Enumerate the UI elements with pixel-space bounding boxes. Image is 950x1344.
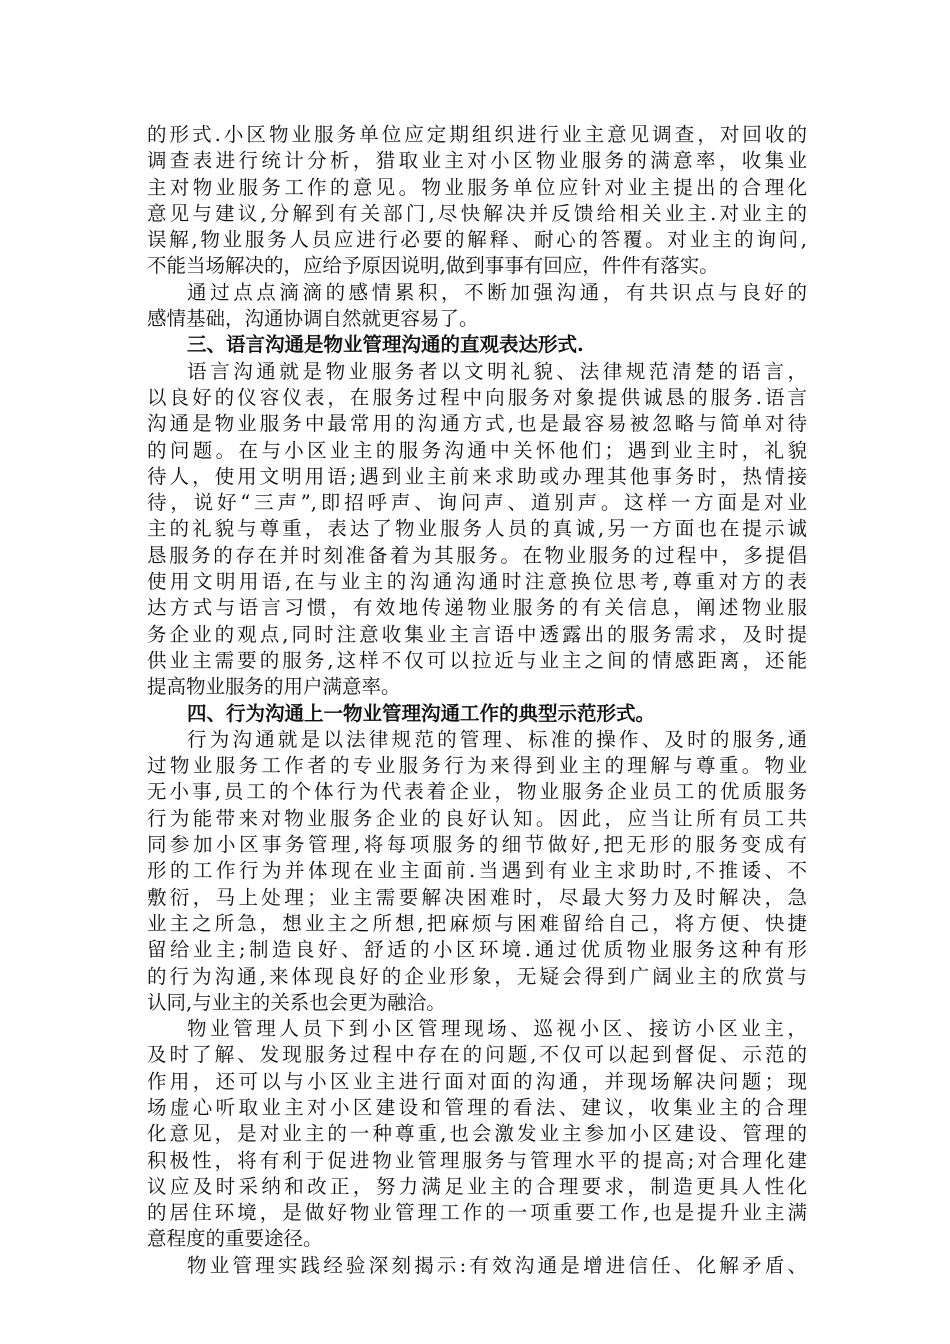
- text-line: 无小事,员工的个体行为代表着企业，物业服务企业员工的优质服务: [147, 780, 807, 804]
- text-line: 形的工作行为并体现在业主面前.当遇到有业主求助时,不推诿、不: [147, 859, 807, 883]
- body-text: [147, 122, 807, 1279]
- text-line: 的居住环境，是做好物业管理工作的一项重要工作,也是提升业主满: [147, 1201, 807, 1225]
- text-line: 认同,与业主的关系也会更为融洽。: [147, 990, 446, 1014]
- text-line: 同参加小区事务管理,将每项服务的细节做好,把无形的服务变成有: [147, 833, 807, 857]
- section-heading: 三、语言沟通是物业管理沟通的直观表达形式.: [187, 333, 584, 357]
- text-line: 不能当场解决的，应给予原因说明,做到事事有回应，件件有落实。: [147, 254, 719, 278]
- text-line: 感情基础，沟通协调自然就更容易了。: [147, 307, 479, 331]
- text-line: 及时了解、发现服务过程中存在的问题,不仅可以起到督促、示范的: [147, 1043, 807, 1067]
- text-line: 行为能带来对物业服务企业的良好认知。因此，应当让所有员工共: [147, 806, 807, 830]
- text-line: 提高物业服务的用户满意率。: [147, 675, 401, 699]
- text-line: 积极性，将有利于促进物业管理服务与管理水平的提高;对合理化建: [147, 1148, 807, 1172]
- text-line: 务企业的观点,同时注意收集业主言语中透露出的服务需求，及时提: [147, 622, 807, 646]
- text-line: 敷衍，马上处理；业主需要解决困难时，尽最大努力及时解决，急: [147, 885, 807, 909]
- text-line: 待人，使用文明用语;遇到业主前来求助或办理其他事务时，热情接: [147, 464, 807, 488]
- text-line: 行为沟通就是以法律规范的管理、标准的操作、及时的服务,通: [187, 727, 807, 751]
- text-line: 意程度的重要途径。: [147, 1227, 323, 1251]
- text-line: 沟通是物业服务中最常用的沟通方式,也是最容易被忽略与简单对待: [147, 412, 807, 436]
- text-line: 误解,物业服务人员应进行必要的解释、耐心的答覆。对业主的询问,: [147, 228, 807, 252]
- text-line: 化意见，是对业主的一种尊重,也会激发业主参加小区建设、管理的: [147, 1122, 807, 1146]
- text-line: 供业主需要的服务,这样不仅可以拉近与业主之间的情感距离，还能: [147, 648, 807, 672]
- text-line: 以良好的仪容仪表，在服务过程中向服务对象提供诚恳的服务.语言: [147, 385, 807, 409]
- section-heading: 四、行为沟通上一物业管理沟通工作的典型示范形式。: [187, 701, 656, 725]
- text-line: 通过点点滴滴的感情累积，不断加强沟通，有共识点与良好的: [187, 280, 807, 304]
- text-line: 待，说好“三声”,即招呼声、询问声、道别声。这样一方面是对业: [147, 491, 807, 515]
- text-line: 物业管理实践经验深刻揭示:有效沟通是增进信任、化解矛盾、: [187, 1253, 807, 1277]
- text-line: 的行为沟通,来体现良好的企业形象，无疑会得到广阔业主的欣赏与: [147, 964, 807, 988]
- text-line: 语言沟通就是物业服务者以文明礼貌、法律规范清楚的语言，: [187, 359, 807, 383]
- text-line: 过物业服务工作者的专业服务行为来得到业主的理解与尊重。物业: [147, 754, 807, 778]
- text-line: 业主之所急，想业主之所想,把麻烦与困难留给自己，将方便、快捷: [147, 911, 807, 935]
- text-line: 恳服务的存在并时刻准备着为其服务。在物业服务的过程中，多提倡: [147, 543, 807, 567]
- text-line: 作用，还可以与小区业主进行面对面的沟通，并现场解决问题；现: [147, 1069, 807, 1093]
- text-line: 意见与建议,分解到有关部门,尽快解决并反馈给相关业主.对业主的: [147, 201, 807, 225]
- text-line: 议应及时采纳和改正，努力满足业主的合理要求，制造更具人性化: [147, 1174, 807, 1198]
- text-line: 使用文明用语,在与业主的沟通沟通时注意换位思考,尊重对方的表: [147, 570, 807, 594]
- text-line: 场虚心听取业主对小区建设和管理的看法、建议，收集业主的合理: [147, 1095, 807, 1119]
- text-line: 物业管理人员下到小区管理现场、巡视小区、接访小区业主，: [187, 1017, 807, 1041]
- text-line: 达方式与语言习惯，有效地传递物业服务的有关信息，阐述物业服: [147, 596, 807, 620]
- text-line: 主的礼貌与尊重，表达了物业服务人员的真诚,另一方面也在提示诚: [147, 517, 807, 541]
- text-line: 的问题。在与小区业主的服务沟通中关怀他们；遇到业主时，礼貌: [147, 438, 807, 462]
- text-line: 留给业主;制造良好、舒适的小区环境.通过优质物业服务这种有形: [147, 938, 807, 962]
- text-line: 的形式.小区物业服务单位应定期组织进行业主意见调查，对回收的: [147, 123, 807, 146]
- text-line: 主对物业服务工作的意见。物业服务单位应针对业主提出的合理化: [147, 175, 807, 199]
- text-line: 调查表进行统计分析，猎取业主对小区物业服务的满意率，收集业: [147, 149, 807, 173]
